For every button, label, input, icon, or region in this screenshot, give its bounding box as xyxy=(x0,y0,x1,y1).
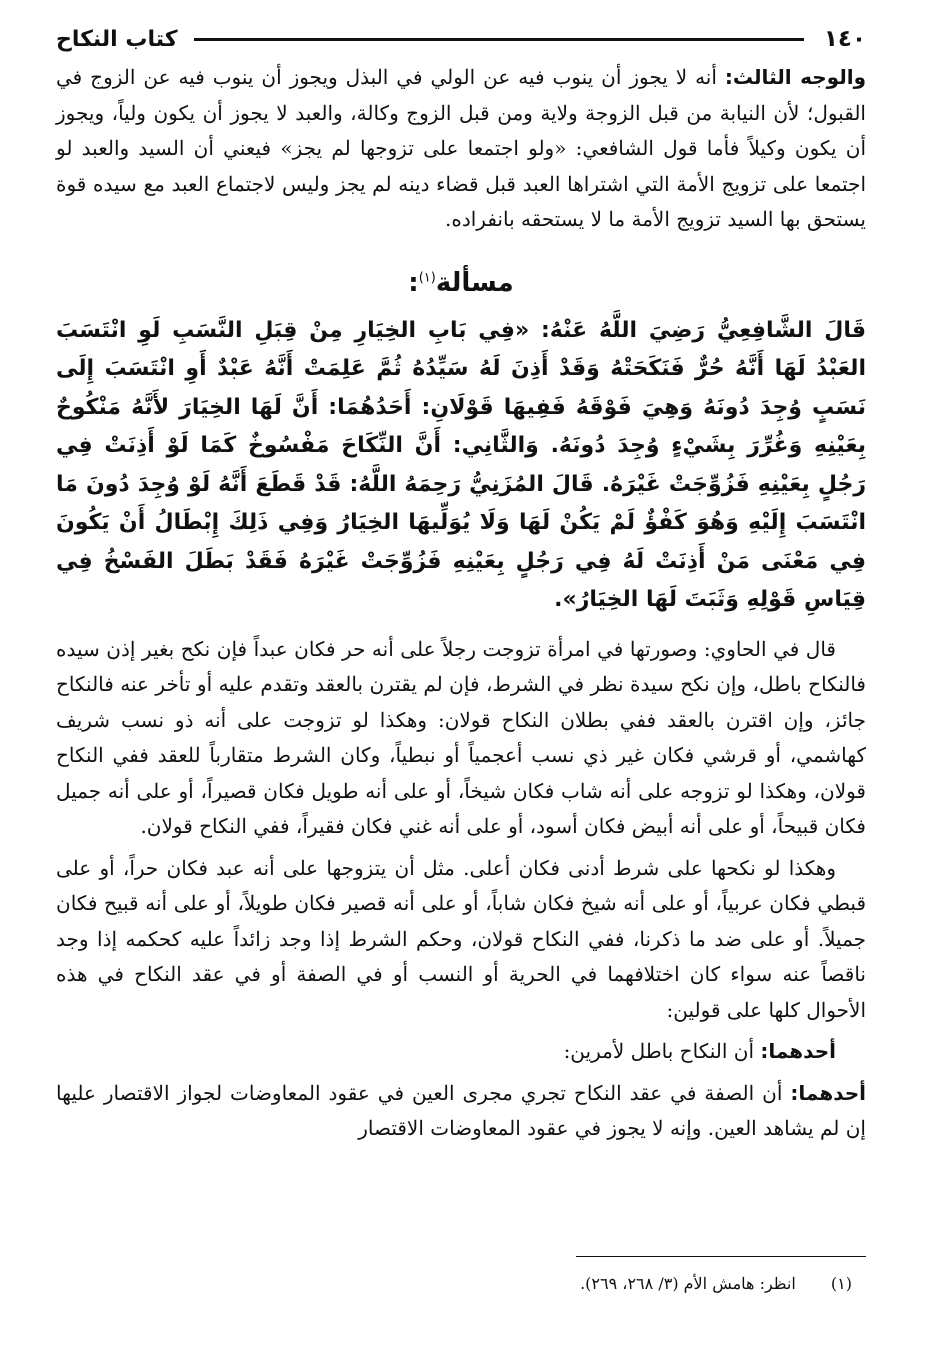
paragraph-first-reason xyxy=(56,1076,866,1147)
running-title: كتاب النكاح xyxy=(56,26,178,52)
footnote-number: (١) xyxy=(830,1274,852,1293)
paragraph-first-opinion xyxy=(56,1034,866,1070)
paragraph-condition: وهكذا لو نكحها على شرط أدنى فكان أعلى. مثل أن يتزوجها على أنه عبد فكان حراً، أو على قبطي فكان عربياً، أو على أنه شيخ فكان شاباً، أو على أنه قصير فكان طويلاً، أو على أنه قبيح فكان جميلاً. أو على ضد ما ذكرنا، ففي النكاح قولان، وحكم الشرط إذا وجد زائداً عليه كحكمه إذا وجد ناقصاً عنه سواء كان اختلافهما في الحرية أو النسب أو في الصفة أو في عقد النكاح في هذه الأحوال كلها على قولين: xyxy=(56,855,866,1022)
paragraph-third-aspect xyxy=(56,60,866,238)
header-rule xyxy=(194,38,804,41)
paragraph-label: أحدهما: xyxy=(760,1039,836,1063)
footnote-marker: (١) xyxy=(418,269,436,285)
paragraph-text: أن الصفة في عقد النكاح تجري مجرى العين في عقود المعاوضات لجواز الاقتصار عليها إن لم يشاهد العين. وإنه لا يجوز في عقود المعاوضات الاقتصار xyxy=(56,1080,866,1140)
book-page xyxy=(56,18,866,1348)
footnote-area xyxy=(56,1256,866,1297)
footnote-rule xyxy=(576,1256,866,1257)
footnote-text: انظر: هامش الأم (٣/ ٢٦٨، ٢٦٩). xyxy=(580,1274,796,1293)
paragraph-text: أنه لا يجوز أن ينوب فيه عن الولي في البذل ويجوز أن ينوب فيه عن الزوج في القبول؛ لأن النيابة من قبل الزوجة ولاية ومن قبل الزوج وكالة، والعبد لا يجوز أن يكون ولياً، ويجوز أن يكون وكيلاً فأما قول الشافعي: «ولو اجتمعا على تزوجها لم يجز» فيعني أن السيد والعبد لو اجتمعا على تزويج الأمة التي اشتراها العبد قبل قضاء دينه لم يجز وليس لاجتماع العبد مع سيده قوة يستحق بها السيد تزويج الأمة ما لا يستحقه بانفراده. xyxy=(56,65,866,231)
paragraph-label: والوجه الثالث: xyxy=(724,65,867,89)
paragraph-text: أن النكاح باطل لأمرين: xyxy=(563,1039,755,1063)
section-title-text: مسألة xyxy=(435,267,514,298)
shafii-quote: قَالَ الشَّافِعِيُّ رَضِيَ اللَّهُ عَنْهُ: «فِي بَابِ الخِيَارِ مِنْ قِبَلِ النَّسَبِ لَوِ انْتَسَبَ العَبْدُ لَهَا أَنَّهُ حُرٌّ فَنَكَحَتْهُ وَقَدْ أَذِنَ لَهُ سَيِّدُهُ ثُمَّ عَلِمَتْ أَنَّهُ عَبْدٌ أَوِ انْتَسَبَ إِلَى نَسَبٍ وُجِدَ دُونَهُ وَهِيَ فَوْقَهُ فَفِيهَا قَوْلَانِ: أَحَدُهُمَا: أَنَّ لَهَا الخِيَارَ لأَنَّهُ مَنْكُوحٌ بِعَيْنِهِ وَغُرِّرَ بِشَيْءٍ وُجِدَ دُونَهُ. وَالثَّانِي: أَنَّ النِّكَاحَ مَفْسُوخٌ كَمَا لَوْ أَذِنَتْ فِي رَجُلٍ بِعَيْنِهِ فَزُوِّجَتْ غَيْرَهُ. قَالَ المُزَنِيُّ رَحِمَهُ اللَّهُ: قَدْ قَطَعَ أَنَّهُ لَوْ وُجِدَ دُونَ مَا انْتَسَبَ إِلَيْهِ وَهُوَ كَفْؤٌ لَمْ يَكُنْ لَهَا وَلَا يُوَلِّيهَا الخِيَارُ وَفِي ذَلِكَ إِبْطَالُ أَنْ يَكُونَ فِي مَعْنَى مَنْ أَذِنَتْ لَهُ فِي رَجُلٍ بِعَيْنِهِ فَزُوِّجَتْ غَيْرَهُ فَقَدْ بَطَلَ الفَسْخُ فِي قِيَاسِ قَوْلِهِ وَثَبَتَ لَهَا الخِيَارُ». xyxy=(56,317,866,612)
paragraph-hawi: قال في الحاوي: وصورتها في امرأة تزوجت رجلاً على أنه حر فكان عبداً فإن نكح بغير إذن سيده فالنكاح باطل، وإن نكح سيدة نظر في الشرط، فإن لم يقترن بالعقد وتقدم عليه أو تأخر عنه فالنكاح جائز، وإن اقترن بالعقد ففي بطلان النكاح قولان: وهكذا لو تزوجت على أنه ذو نسب شريف كهاشمي، أو قرشي فكان غير ذي نسب أعجمياً أو نبطياً، وكان الشرط متقارباً للعقد ففي النكاح قولان، وهكذا لو تزوجه على أنه شاب فكان شيخاً، أو على أنه طويل فكان قصيراً، أو على أنه جميل فكان قبيحاً، أو على أنه أبيض فكان أسود، أو على أنه غني فكان فقيراً، ففي النكاح قولان. xyxy=(56,636,866,838)
section-title-colon: : xyxy=(408,267,419,298)
section-title xyxy=(56,268,866,298)
page-number: ١٤٠ xyxy=(823,26,866,52)
paragraph-label: أحدهما: xyxy=(790,1080,867,1105)
footnote xyxy=(56,1271,866,1297)
page-header xyxy=(56,18,866,60)
